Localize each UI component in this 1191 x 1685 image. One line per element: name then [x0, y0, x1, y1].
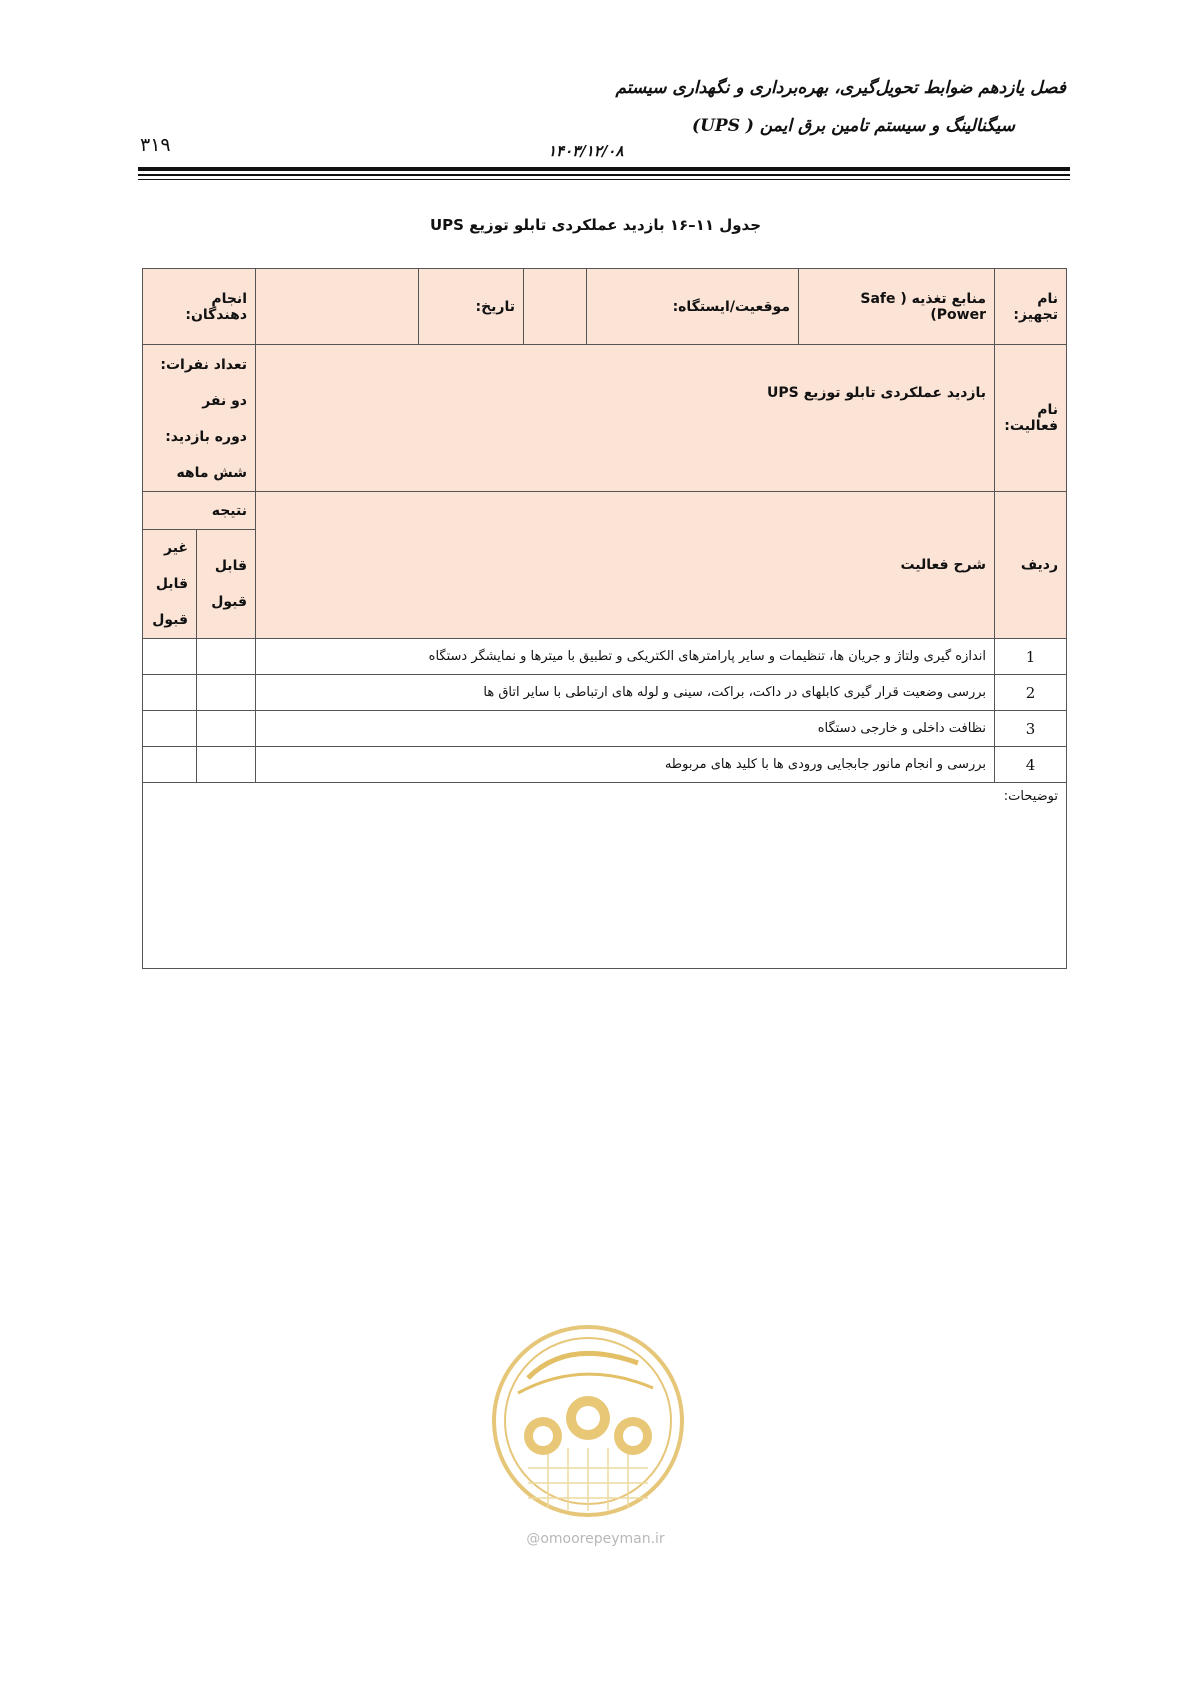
performers-label: انجام دهندگان:: [185, 290, 247, 323]
row-description: بررسی و انجام مانور جابجایی ورودی ها با کلید های مربوطه: [256, 747, 995, 783]
watermark-logo: [488, 1318, 688, 1523]
not-acceptable-checkbox-cell[interactable]: [143, 747, 197, 783]
table-row: [143, 639, 1067, 675]
acceptable-checkbox-cell[interactable]: [197, 675, 256, 711]
not-acceptable-checkbox-cell[interactable]: [143, 675, 197, 711]
table-row: [143, 711, 1067, 747]
table-title: جدول ۱۱–۱۶ بازدید عملکردی تابلو توزیع UPS: [429, 216, 762, 234]
chapter-title: فصل یازدهم ضوابط تحویل‌گیری، بهره‌برداری و نگهداری سیستم: [615, 78, 1066, 98]
location-value-cell[interactable]: [524, 269, 587, 345]
row-number: 3: [995, 711, 1067, 747]
notes-cell[interactable]: [143, 783, 1067, 969]
activity-value-cell: [256, 345, 995, 492]
equipment-label: نام تجهیز:: [1013, 290, 1059, 323]
inspection-form-table: [142, 268, 1067, 969]
not-acceptable-checkbox-cell[interactable]: [143, 711, 197, 747]
watermark-site: @omoorepeyman.ir: [526, 1531, 665, 1547]
equipment-value: منابع تغذیه ( Safe Power): [860, 290, 987, 323]
equipment-label-cell: [995, 269, 1067, 345]
acceptable-checkbox-cell[interactable]: [197, 639, 256, 675]
activity-label: نام فعالیت:: [1004, 402, 1059, 434]
row-description: نظافت داخلی و خارجی دستگاه: [256, 711, 995, 747]
not-acceptable-checkbox-cell[interactable]: [143, 639, 197, 675]
table-row: [143, 747, 1067, 783]
date-value-cell[interactable]: [256, 269, 419, 345]
description-header: شرح فعالیت: [256, 492, 995, 639]
row-number: 4: [995, 747, 1067, 783]
date-label: تاریخ:: [475, 298, 515, 315]
notes-label: توضیحات:: [1003, 789, 1059, 804]
row-number-header: ردیف: [995, 492, 1067, 639]
equipment-value-cell: [799, 269, 995, 345]
header-rule-medium: [138, 174, 1070, 176]
activity-value: بازدید عملکردی تابلو توزیع UPS: [766, 385, 987, 401]
visit-period: دوره بازدید: شش ماهه: [165, 429, 247, 481]
performers-label-cell: [143, 269, 256, 345]
chapter-subtitle: سیگنالینگ و سیستم تامین برق ایمن ( UPS): [692, 116, 1015, 136]
date-label-cell: [419, 269, 524, 345]
acceptable-checkbox-cell[interactable]: [197, 747, 256, 783]
header-rule-thick: [138, 167, 1070, 171]
activity-label-cell: [995, 345, 1067, 492]
document-date: ۱۴۰۳/۱۲/۰۸: [548, 142, 624, 160]
location-label-cell: [587, 269, 799, 345]
row-number: 1: [995, 639, 1067, 675]
row-number: 2: [995, 675, 1067, 711]
location-label: موقعیت/ایستگاه:: [672, 298, 791, 315]
row-description: بررسی وضعیت قرار گیری کابلهای در داکت، براکت، سینی و لوله های ارتباطی با سایر اتاق ها: [256, 675, 995, 711]
acceptable-header: قابل قبول: [197, 530, 256, 639]
visit-info-cell: [143, 345, 256, 492]
header-rule-thin: [138, 179, 1070, 180]
not-acceptable-header: غیر قابل قبول: [143, 530, 197, 639]
row-description: اندازه گیری ولتاژ و جریان ها، تنظیمات و سایر پارامترهای الکتریکی و تطبیق با میترها و نمایشگر دستگاه: [256, 639, 995, 675]
people-count: تعداد نفرات: دو نفر: [160, 357, 247, 409]
result-header: نتیجه: [143, 492, 256, 530]
acceptable-checkbox-cell[interactable]: [197, 711, 256, 747]
page-number: ۳۱۹: [140, 134, 171, 156]
table-row: [143, 675, 1067, 711]
